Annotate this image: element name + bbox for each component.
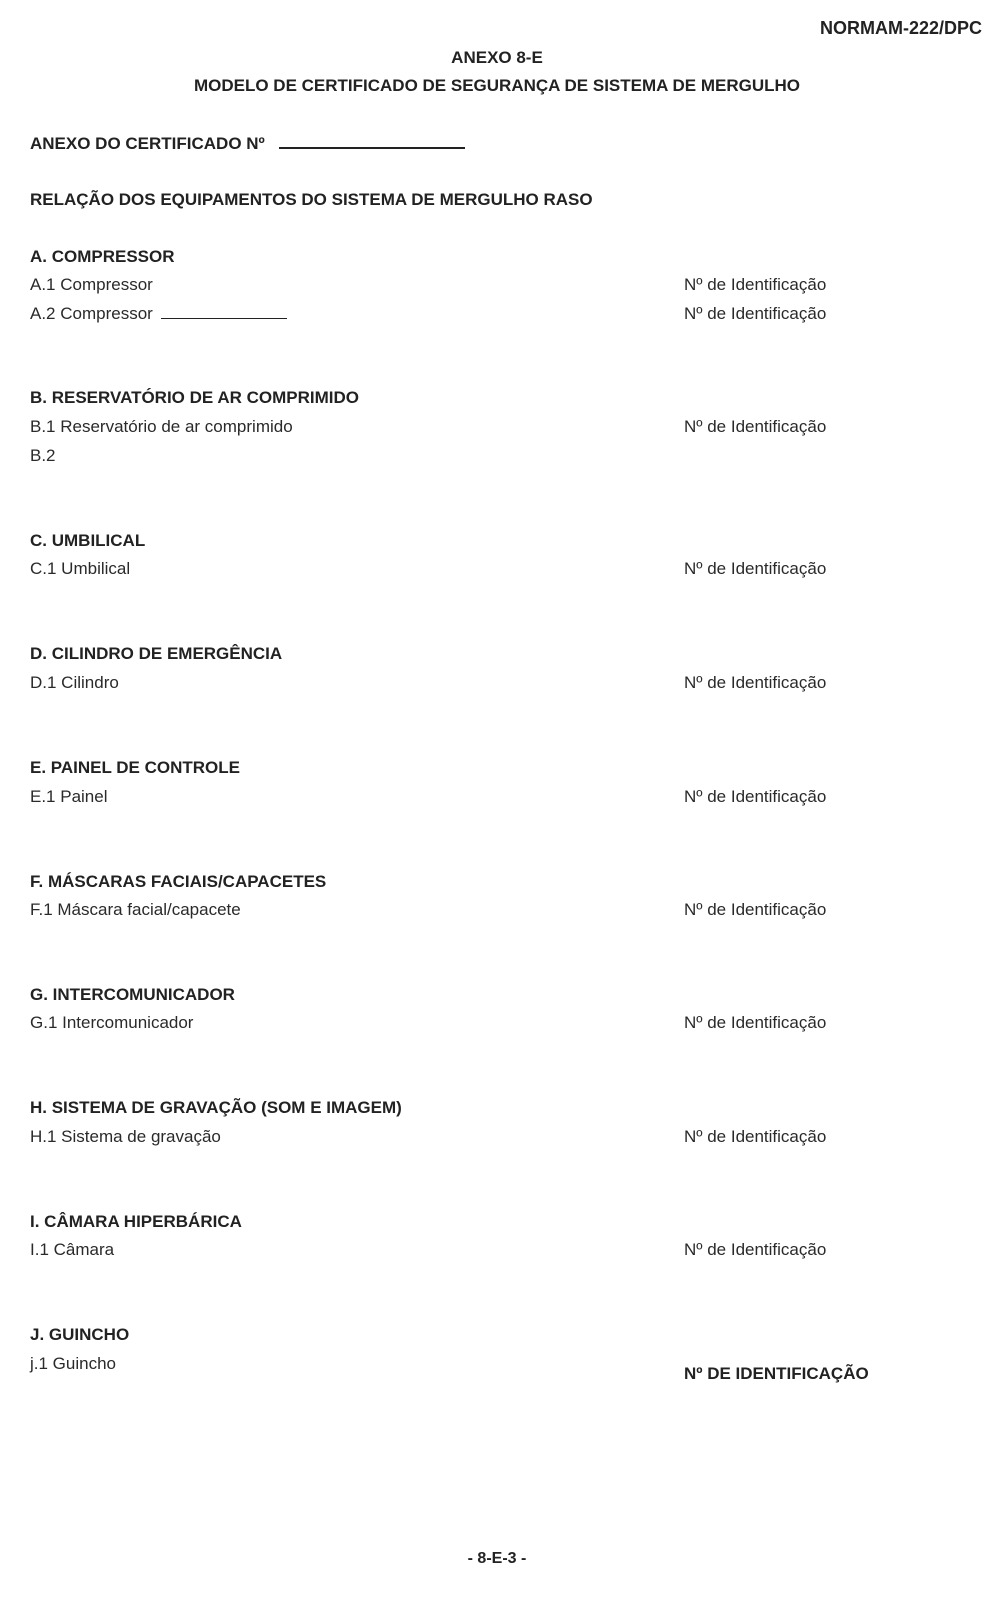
- item-g1-identification: Nº de Identificação: [684, 1013, 827, 1032]
- item-j1: j.1 Guincho: [30, 1354, 116, 1373]
- item-g1: G.1 Intercomunicador: [30, 1013, 194, 1032]
- item-c1: C.1 Umbilical: [30, 559, 131, 578]
- certificate-number-blank: [279, 133, 465, 149]
- item-a2-blank: [161, 304, 287, 319]
- item-i1-identification: Nº de Identificação: [684, 1240, 827, 1259]
- section-title-b: B. RESERVATÓRIO DE AR COMPRIMIDO: [30, 388, 360, 407]
- annex-title: ANEXO 8-E: [451, 48, 543, 67]
- section-title-e: E. PAINEL DE CONTROLE: [30, 758, 241, 777]
- item-d1: D.1 Cilindro: [30, 673, 119, 692]
- section-title-f: F. MÁSCARAS FACIAIS/CAPACETES: [30, 872, 327, 891]
- item-a2-identification: Nº de Identificação: [684, 304, 827, 323]
- certificate-number-label: ANEXO DO CERTIFICADO Nº: [30, 134, 265, 153]
- item-e1: E.1 Painel: [30, 787, 108, 806]
- doc-code: NORMAM-222/DPC: [819, 18, 982, 38]
- section-title-a: A. COMPRESSOR: [30, 247, 175, 266]
- section-title-c: C. UMBILICAL: [30, 531, 146, 550]
- page-number: - 8-E-3 -: [467, 1550, 527, 1567]
- document-title: MODELO DE CERTIFICADO DE SEGURANÇA DE SISTEMA DE MERGULHO: [193, 76, 801, 95]
- item-e1-identification: Nº de Identificação: [684, 787, 827, 806]
- item-f1-identification: Nº de Identificação: [684, 900, 827, 919]
- section-title-i: I. CÂMARA HIPERBÁRICA: [30, 1212, 242, 1231]
- section-title-d: D. CILINDRO DE EMERGÊNCIA: [30, 644, 283, 663]
- item-b2: B.2: [30, 446, 56, 465]
- item-a2-label: A.2 Compressor: [30, 304, 153, 323]
- section-title-g: G. INTERCOMUNICADOR: [30, 985, 235, 1004]
- item-j1-identification: Nº DE IDENTIFICAÇÃO: [684, 1364, 869, 1383]
- item-d1-identification: Nº de Identificação: [684, 673, 827, 692]
- item-b1-identification: Nº de Identificação: [684, 417, 827, 436]
- certificate-number-line: [30, 133, 465, 154]
- item-f1: F.1 Máscara facial/capacete: [30, 900, 241, 919]
- item-a1-identification: Nº de Identificação: [684, 275, 827, 294]
- item-i1: I.1 Câmara: [30, 1240, 115, 1259]
- item-c1-identification: Nº de Identificação: [684, 559, 827, 578]
- item-a2: [30, 304, 287, 324]
- section-title-j: J. GUINCHO: [30, 1325, 130, 1344]
- item-h1-identification: Nº de Identificação: [684, 1127, 827, 1146]
- section-title-h: H. SISTEMA DE GRAVAÇÃO (SOM E IMAGEM): [30, 1098, 402, 1117]
- item-a1: A.1 Compressor: [30, 275, 153, 294]
- relation-title: RELAÇÃO DOS EQUIPAMENTOS DO SISTEMA DE MERGULHO RASO: [30, 190, 593, 209]
- item-b1: B.1 Reservatório de ar comprimido: [30, 417, 293, 436]
- item-h1: H.1 Sistema de gravação: [30, 1127, 221, 1146]
